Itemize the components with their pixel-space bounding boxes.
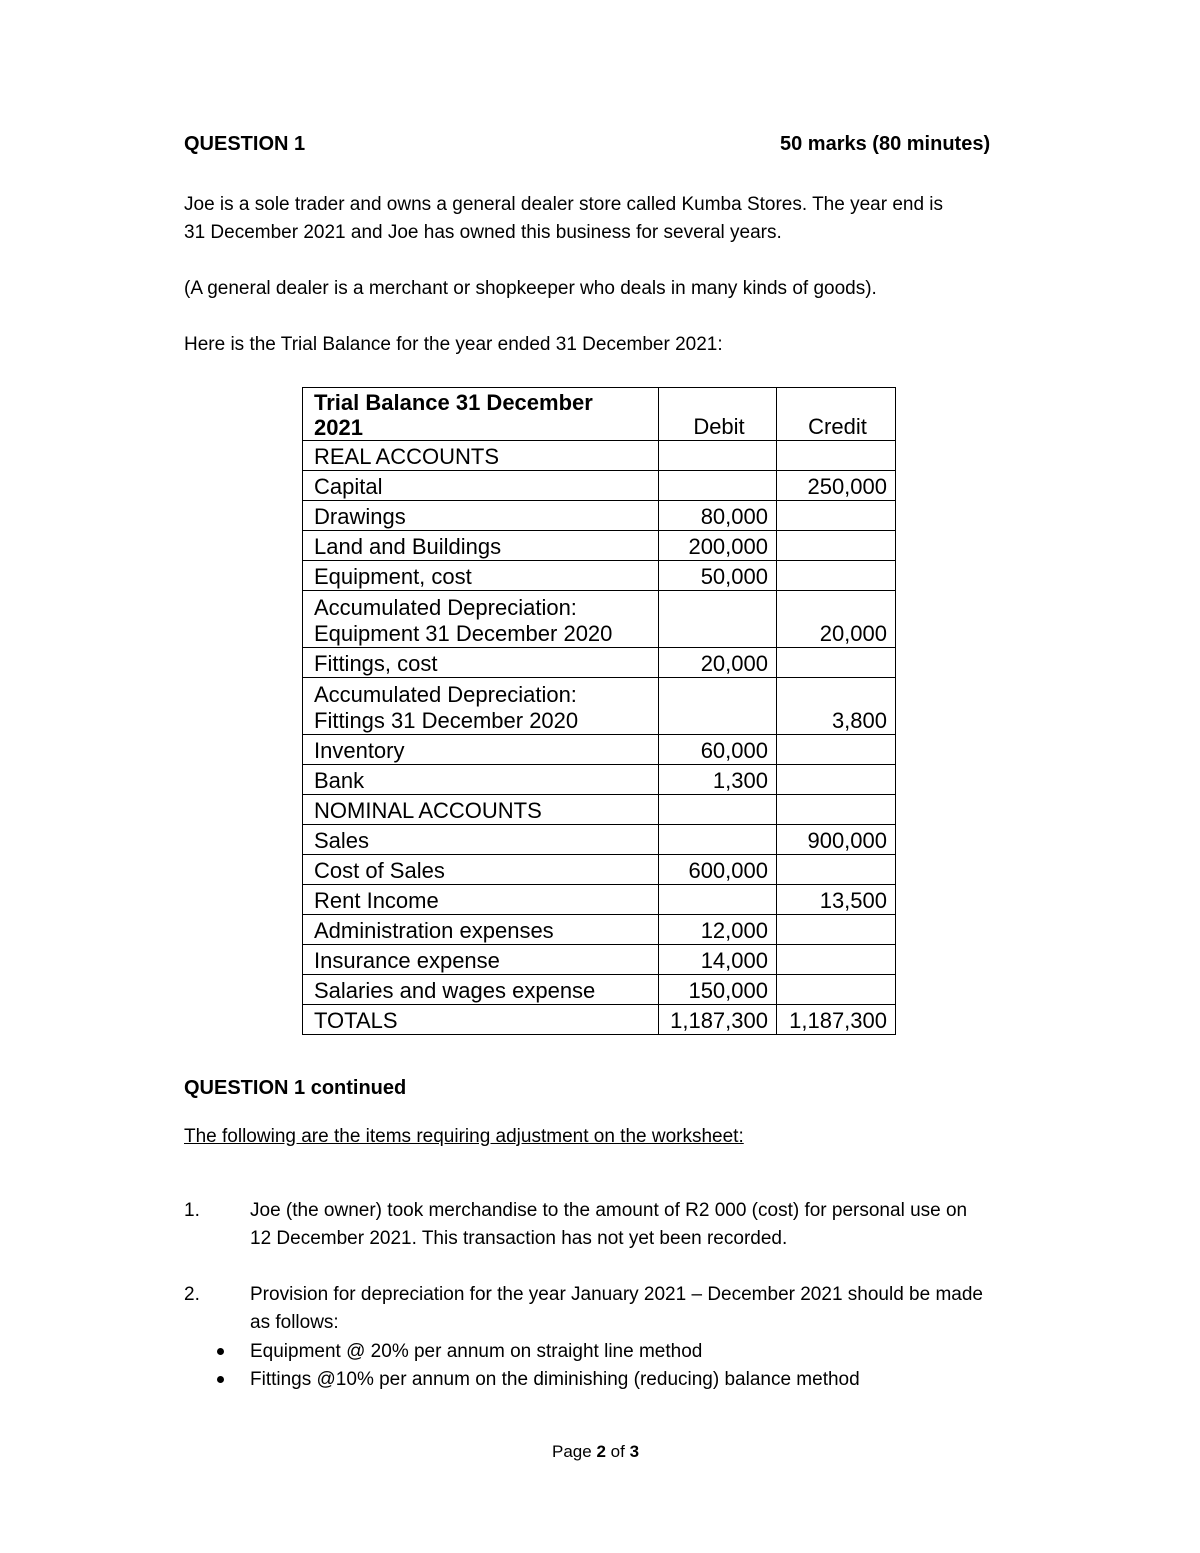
credit-cell: 1,187,300 <box>776 1005 895 1035</box>
account-cell: Administration expenses <box>303 915 659 945</box>
debit-cell: 60,000 <box>659 735 777 765</box>
table-row <box>303 825 896 855</box>
of-word: of <box>610 1442 625 1461</box>
table-header-row <box>303 388 896 441</box>
debit-cell <box>659 795 777 825</box>
table-row <box>303 561 896 591</box>
bullet-icon <box>217 1376 224 1383</box>
debit-cell: 14,000 <box>659 945 777 975</box>
table-row <box>303 471 896 501</box>
account-line2: Fittings 31 December 2020 <box>314 708 579 733</box>
table-row <box>303 795 896 825</box>
account-cell: Salaries and wages expense <box>303 975 659 1005</box>
definition-text: (A general dealer is a merchant or shopkeeper who deals in many kinds of goods). <box>184 278 877 299</box>
intro-line-2: 31 December 2021 and Joe has owned this business for several years. <box>184 222 782 243</box>
table-row <box>303 915 896 945</box>
debit-cell: 50,000 <box>659 561 777 591</box>
debit-cell <box>659 885 777 915</box>
credit-cell <box>776 975 895 1005</box>
totals-row <box>303 1005 896 1035</box>
credit-cell: 250,000 <box>776 471 895 501</box>
continued-title: QUESTION 1 continued <box>184 1077 407 1099</box>
question-title: QUESTION 1 <box>184 133 306 155</box>
item-1-line2: 12 December 2021. This transaction has not yet been recorded. <box>250 1228 788 1249</box>
table-row <box>303 501 896 531</box>
table-row <box>303 885 896 915</box>
intro-line-1: Joe is a sole trader and owns a general dealer store called Kumba Stores. The year end is <box>184 194 944 215</box>
debit-cell: 80,000 <box>659 501 777 531</box>
account-cell: Equipment, cost <box>303 561 659 591</box>
item-number: 1. <box>184 1200 200 1221</box>
account-cell: Cost of Sales <box>303 855 659 885</box>
page-total: 3 <box>629 1442 640 1461</box>
credit-cell <box>776 765 895 795</box>
account-cell: Fittings, cost <box>303 648 659 678</box>
account-cell: Capital <box>303 471 659 501</box>
account-line1: Accumulated Depreciation: <box>314 682 577 707</box>
account-cell: Insurance expense <box>303 945 659 975</box>
bullet-item: Fittings @10% per annum on the diminishing (reducing) balance method <box>250 1369 860 1390</box>
table-row <box>303 591 896 648</box>
credit-header: Credit <box>776 388 895 441</box>
bullet-item: Equipment @ 20% per annum on straight line method <box>250 1341 703 1362</box>
credit-cell <box>776 795 895 825</box>
account-cell: Land and Buildings <box>303 531 659 561</box>
debit-cell <box>659 591 777 648</box>
adjustments-heading: The following are the items requiring adjustment on the worksheet: <box>184 1126 744 1147</box>
item-1-line1: Joe (the owner) took merchandise to the amount of R2 000 (cost) for personal use on <box>250 1200 968 1221</box>
credit-cell <box>776 915 895 945</box>
credit-cell <box>776 855 895 885</box>
table-row <box>303 648 896 678</box>
account-cell <box>303 678 659 735</box>
account-cell <box>303 591 659 648</box>
item-2-line2: as follows: <box>250 1312 339 1333</box>
page-number: 2 <box>596 1442 606 1461</box>
debit-cell: 1,187,300 <box>659 1005 777 1035</box>
debit-cell: 200,000 <box>659 531 777 561</box>
account-cell: TOTALS <box>303 1005 659 1035</box>
debit-cell: 20,000 <box>659 648 777 678</box>
credit-cell <box>776 501 895 531</box>
table-row <box>303 531 896 561</box>
table-row <box>303 735 896 765</box>
page-footer <box>552 1442 639 1462</box>
debit-cell: 600,000 <box>659 855 777 885</box>
table-title-cell <box>303 388 659 441</box>
table-title-line2: 2021 <box>314 415 363 440</box>
account-cell: Inventory <box>303 735 659 765</box>
credit-cell: 13,500 <box>776 885 895 915</box>
debit-header: Debit <box>659 388 777 441</box>
table-row <box>303 975 896 1005</box>
credit-cell <box>776 735 895 765</box>
debit-cell <box>659 441 777 471</box>
item-number: 2. <box>184 1284 200 1305</box>
account-line1: Accumulated Depreciation: <box>314 595 577 620</box>
credit-cell <box>776 441 895 471</box>
credit-cell <box>776 648 895 678</box>
credit-cell: 3,800 <box>776 678 895 735</box>
account-cell: REAL ACCOUNTS <box>303 441 659 471</box>
table-row <box>303 678 896 735</box>
credit-cell <box>776 531 895 561</box>
account-cell: Drawings <box>303 501 659 531</box>
debit-cell: 12,000 <box>659 915 777 945</box>
debit-cell <box>659 471 777 501</box>
lead-in-text: Here is the Trial Balance for the year ended 31 December 2021: <box>184 334 723 355</box>
account-line2: Equipment 31 December 2020 <box>314 621 613 646</box>
credit-cell <box>776 945 895 975</box>
account-cell: Bank <box>303 765 659 795</box>
table-row <box>303 855 896 885</box>
debit-cell <box>659 825 777 855</box>
table-title-line1: Trial Balance 31 December <box>314 390 593 415</box>
question-marks: 50 marks (80 minutes) <box>780 133 991 155</box>
debit-cell: 150,000 <box>659 975 777 1005</box>
table-row <box>303 441 896 471</box>
trial-balance-table <box>302 387 896 1035</box>
credit-cell: 900,000 <box>776 825 895 855</box>
table-row <box>303 765 896 795</box>
account-cell: Sales <box>303 825 659 855</box>
item-2-line1: Provision for depreciation for the year January 2021 – December 2021 should be made <box>250 1284 983 1305</box>
debit-cell <box>659 678 777 735</box>
bullet-icon <box>217 1348 224 1355</box>
page-word: Page <box>552 1442 592 1461</box>
account-cell: Rent Income <box>303 885 659 915</box>
credit-cell: 20,000 <box>776 591 895 648</box>
table-row <box>303 945 896 975</box>
credit-cell <box>776 561 895 591</box>
account-cell: NOMINAL ACCOUNTS <box>303 795 659 825</box>
debit-cell: 1,300 <box>659 765 777 795</box>
